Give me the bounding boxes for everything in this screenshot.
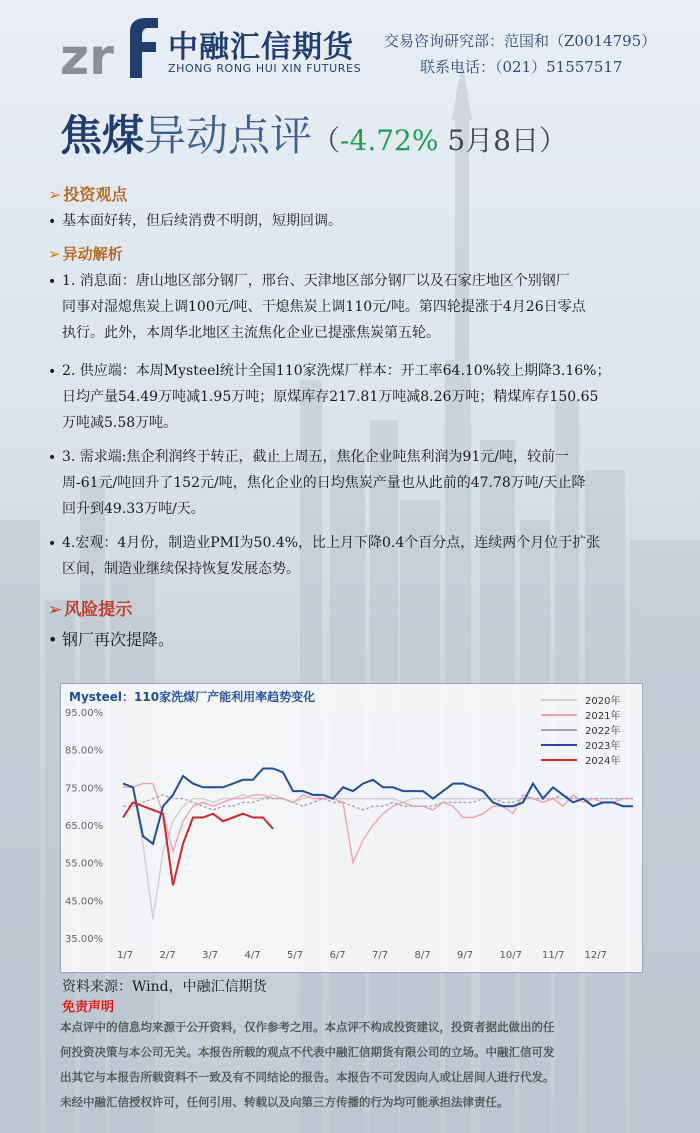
- company-name-en: ZHONG RONG HUI XIN FUTURES: [168, 62, 362, 75]
- arrow-icon: ➢: [48, 600, 63, 620]
- bullet-dot: •: [48, 536, 57, 552]
- x-tick-label: 11/7: [542, 950, 565, 961]
- company-name-cn: 中融汇信期货: [168, 30, 354, 65]
- title-paren: （: [312, 124, 341, 157]
- research-dept-contact: 交易咨询研究部：范国和（Z0014795）: [384, 32, 657, 50]
- series-line-2022年: [123, 795, 633, 810]
- analysis-line: 周-61元/吨回升了152元/吨，焦化企业的日均焦炭产量也从此前的47.78万吨/天止降: [62, 475, 586, 491]
- series-line-2021年: [123, 784, 633, 863]
- title-date: 5月8日）: [438, 124, 567, 157]
- risk-text: 钢厂再次提降。: [62, 630, 175, 649]
- y-tick-label: 65.00%: [65, 821, 104, 832]
- y-tick-label: 85.00%: [65, 745, 104, 757]
- legend-label: 2024年: [585, 756, 621, 767]
- y-tick-label: 95.00%: [65, 708, 104, 719]
- section-analysis: [48, 243, 123, 264]
- chart-title: Mysteel：110家洗煤厂产能利用率趋势变化: [69, 690, 316, 704]
- title-change: -4.72%: [340, 124, 439, 157]
- bullet-dot: •: [48, 630, 58, 649]
- legend-label: 2020年: [585, 696, 621, 707]
- section-title: 风险提示: [64, 600, 133, 620]
- bullet-dot: •: [48, 364, 57, 380]
- legend-label: 2021年: [585, 711, 621, 722]
- x-tick-label: 6/7: [329, 950, 346, 961]
- x-tick-label: 9/7: [457, 950, 474, 961]
- analysis-line: 区间，制造业继续保持恢复发展态势。: [62, 561, 300, 577]
- view-text: 基本面好转，但后续消费不明朗，短期回调。: [62, 213, 342, 229]
- analysis-line: 2. 供应端：本周Mysteel统计全国110家洗煤厂样本：开工率64.10%较上期降3.16%；: [62, 363, 611, 379]
- analysis-line: 同事对湿熄焦炭上调100元/吨、干熄焦炭上调110元/吨。第四轮提涨于4月26日零点: [62, 299, 586, 315]
- y-tick-label: 75.00%: [65, 783, 104, 795]
- title-commodity: 焦煤: [60, 111, 145, 160]
- x-tick-label: 7/7: [372, 950, 389, 961]
- analysis-line: 回升到49.33万吨/天。: [62, 501, 205, 517]
- x-tick-label: 8/7: [414, 950, 431, 961]
- bullet-dot: •: [48, 274, 57, 290]
- arrow-icon: ➢: [48, 185, 62, 204]
- x-tick-label: 2/7: [159, 950, 176, 961]
- page-title: [60, 110, 567, 167]
- chart-panel: [60, 683, 643, 973]
- section-title: 投资观点: [63, 185, 128, 204]
- x-tick-label: 3/7: [202, 950, 219, 961]
- bullet-dot: •: [48, 450, 57, 466]
- bullet-dot: •: [48, 214, 57, 230]
- legend-label: 2022年: [585, 726, 621, 737]
- header: [0, 0, 700, 95]
- x-tick-label: 4/7: [244, 950, 261, 961]
- data-source: 资料来源：Wind，中融汇信期货: [62, 979, 267, 995]
- analysis-line: 4.宏观：4月份，制造业PMI为50.4%，比上月下降0.4个百分点，连续两个月位于扩张: [62, 535, 601, 551]
- disclaimer-line: 出其它与本报告所载资料不一致及有不同结论的报告。本报告不可发因向人或让居间人进行代发。: [60, 1070, 555, 1084]
- analysis-line: 3. 需求端:焦企利润终于转正，截止上周五，焦化企业吨焦利润为91元/吨，较前一: [62, 449, 570, 465]
- svg-text:zr: zr: [60, 28, 114, 82]
- legend-label: 2023年: [585, 741, 621, 752]
- x-tick-label: 1/7: [117, 950, 134, 961]
- x-tick-label: 12/7: [584, 950, 607, 961]
- series-line-2024年: [123, 802, 273, 885]
- analysis-line: 日均产量54.49万吨减1.95万吨；原煤库存217.81万吨减8.26万吨；精煤库存150.65: [62, 389, 599, 405]
- zrf-logo-icon: [60, 12, 160, 82]
- y-tick-label: 35.00%: [65, 934, 104, 945]
- disclaimer-title: 免责声明: [62, 1000, 115, 1015]
- section-title: 异动解析: [62, 245, 123, 263]
- x-tick-label: 10/7: [499, 950, 522, 961]
- disclaimer-line: 本点评中的信息均来源于公开资料，仅作参考之用。本点评不构成投资建议，投资者据此做出的任: [60, 1020, 555, 1034]
- analysis-line: 1. 消息面：唐山地区部分钢厂，邢台、天津地区部分钢厂以及石家庄地区个别钢厂: [62, 273, 570, 289]
- phone-contact: 联系电话：（021）51557517: [420, 58, 623, 76]
- x-tick-label: 5/7: [287, 950, 304, 961]
- analysis-line: 万吨减5.58万吨。: [62, 415, 178, 431]
- section-investment-view: [48, 182, 127, 205]
- title-topic: 异动点评: [144, 111, 313, 160]
- y-tick-label: 55.00%: [65, 858, 104, 870]
- disclaimer-line: 未经中融汇信授权许可，任何引用、转载以及向第三方传播的行为均可能承担法律责任。: [60, 1095, 509, 1109]
- section-risk: [48, 595, 132, 620]
- disclaimer-line: 何投资决策与本公司无关。本报告所载的观点不代表中融汇信期货有限公司的立场。中融汇信可发: [60, 1045, 555, 1059]
- analysis-line: 执行。此外，本周华北地区主流焦化企业已提涨焦炭第五轮。: [62, 325, 440, 341]
- capacity-utilization-chart: [61, 684, 642, 972]
- y-tick-label: 45.00%: [65, 896, 104, 908]
- arrow-icon: ➢: [48, 245, 61, 263]
